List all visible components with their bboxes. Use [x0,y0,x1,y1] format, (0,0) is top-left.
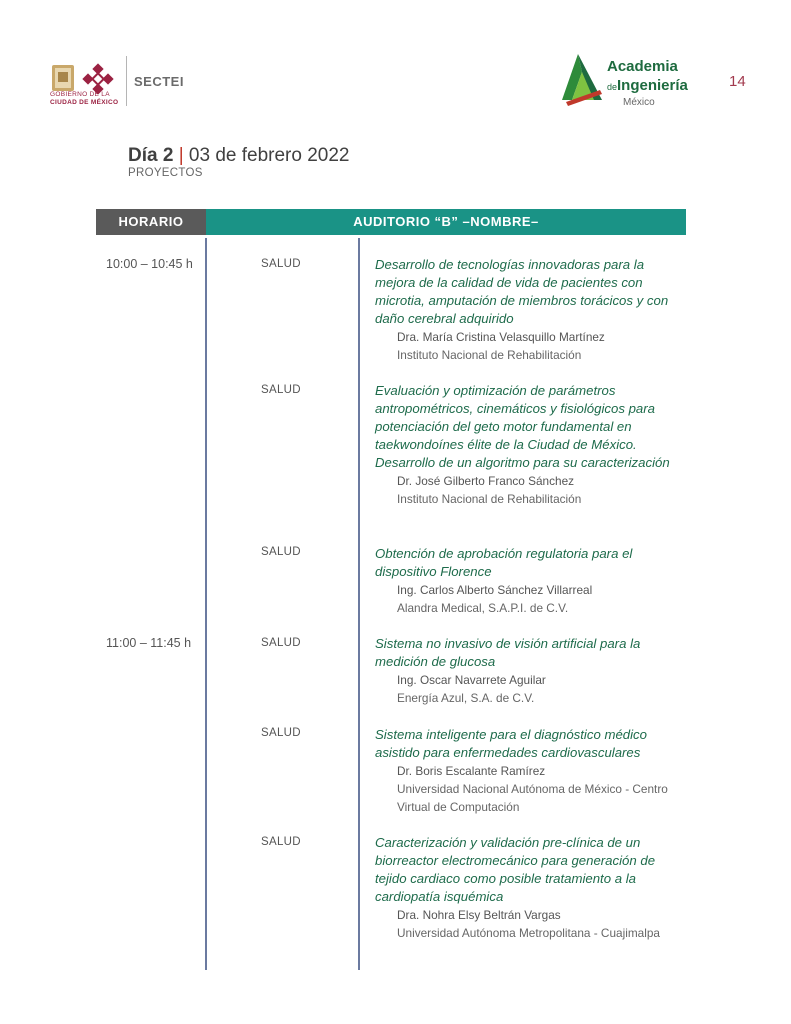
column-divider-area [358,238,360,970]
entry-presenter: Dr. Boris Escalante Ramírez [397,764,546,778]
entry-title: Sistema no invasivo de visión artificial para la medición de glucosa [375,636,641,669]
time-slot-2: 11:00 – 11:45 h [106,636,192,650]
schedule-entry [375,256,687,364]
entry-title: Evaluación y optimización de parámetros antropométricos, cinemáticos y fisiológicos para potenciación del geto motor fundamental en taekwondoínes élite de la Ciudad de México. Desarrollo de un algoritmo para su caracterización [375,383,670,470]
academia-ingenieria-logo [558,50,606,108]
government-name [50,91,118,106]
day-label: Día 2 [128,145,174,166]
column-header-auditorio: AUDITORIO “B” –NOMBRE– [206,209,686,235]
schedule-entry [375,834,687,942]
government-line-2: CIUDAD DE MÉXICO [50,98,119,106]
day-subtitle: PROYECTOS [128,167,203,179]
schedule-entry [375,382,687,508]
schedule-entry [375,545,687,617]
sectei-label: SECTEI [134,74,184,89]
ingenieria-word: Ingeniería [617,77,688,94]
header-divider [126,56,127,106]
entry-institution: Universidad Nacional Autónoma de México - Centro Virtual de Computación [397,782,668,814]
entry-presenter: Dra. Nohra Elsy Beltrán Vargas [397,908,561,922]
entry-area: SALUD [261,258,301,270]
schedule-entry [375,635,687,707]
entry-area: SALUD [261,546,301,558]
ingenieria-title [607,77,688,94]
entry-presenter: Ing. Carlos Alberto Sánchez Villarreal [397,583,593,597]
entry-area: SALUD [261,384,301,396]
column-divider-time [205,238,207,970]
entry-institution: Energía Azul, S.A. de C.V. [397,691,535,705]
entry-area: SALUD [261,637,301,649]
entry-title: Sistema inteligente para el diagnóstico médico asistido para enfermedades cardiovasculares [375,727,647,760]
entry-presenter: Ing. Oscar Navarrete Aguilar [397,673,546,687]
entry-title: Caracterización y validación pre-clínica de un biorreactor electromecánico para generación de tejido cardiaco como posible tratamiento a la cardiopatía isquémica [375,835,656,904]
entry-title: Desarrollo de tecnologías innovadoras para la mejora de la calidad de vida de pacientes con microtia, amputación de miembros torácicos y con daño cerebral adquirido [375,257,669,326]
column-header-horario: HORARIO [96,209,206,235]
entry-institution: Universidad Autónoma Metropolitana - Cuajimalpa [397,926,660,940]
time-slot-1: 10:00 – 10:45 h [106,257,193,271]
entry-presenter: Dr. José Gilberto Franco Sánchez [397,474,575,488]
page-number: 14 [729,73,746,90]
entry-institution: Alandra Medical, S.A.P.I. de C.V. [397,601,569,615]
schedule-entry [375,726,687,816]
entry-institution: Instituto Nacional de Rehabilitación [397,492,582,506]
entry-area: SALUD [261,836,301,848]
day-date: 03 de febrero 2022 [188,145,350,166]
entry-area: SALUD [261,727,301,739]
mexico-label: México [623,97,655,108]
day-title [128,145,350,167]
government-line-1: GOBIERNO DE LA [50,91,110,98]
academia-title: Academia [607,58,678,75]
entry-title: Obtención de aprobación regulatoria para el dispositivo Florence [375,546,633,579]
entry-institution: Instituto Nacional de Rehabilitación [397,348,582,362]
entry-presenter: Dra. María Cristina Velasquillo Martínez [397,330,605,344]
day-separator: | [178,145,184,166]
academia-de: de [607,82,618,92]
